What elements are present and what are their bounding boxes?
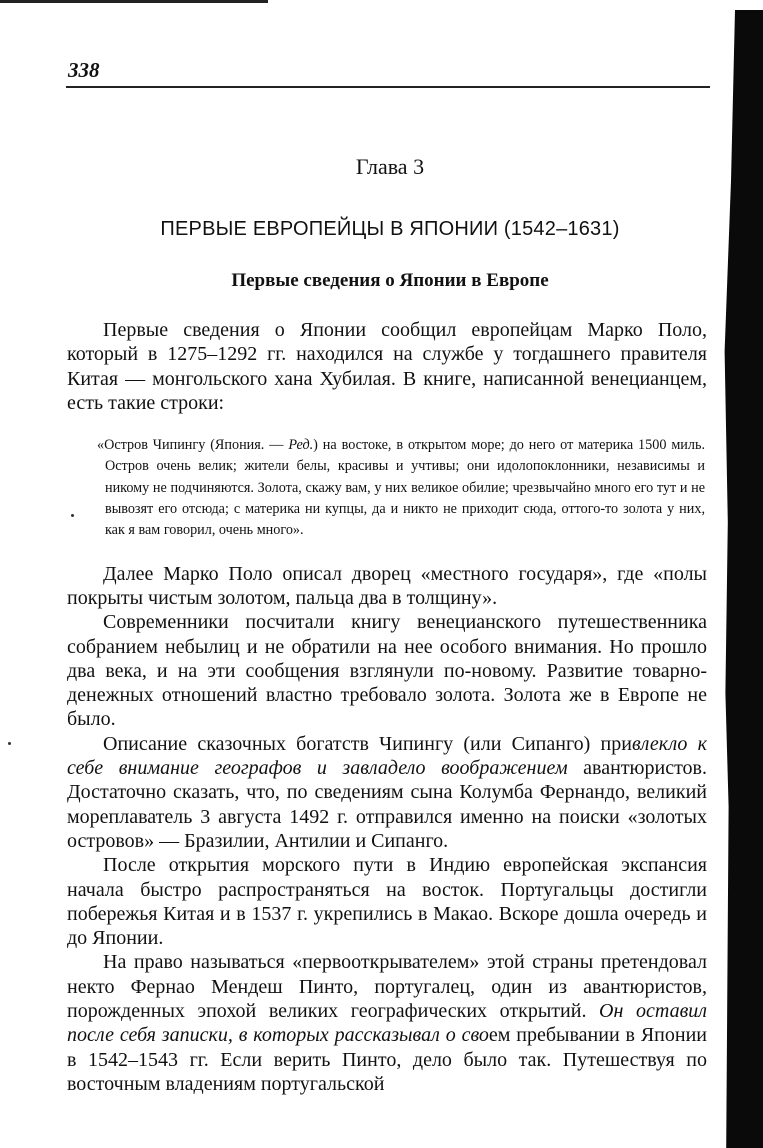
paragraph-1: Первые сведения о Японии сообщил европейцам Марко Поло, который в 1275–1292 гг. находился на службе у тогдашнего правителя Китая — монгольского хана Хубилая. В книге, написанной венецианцем, есть такие строки:	[67, 319, 707, 414]
paragraph-4-start: Описание сказочных богатств Чипингу (или Сипанго) при	[103, 732, 632, 755]
quote-editor-note: Ред.	[288, 437, 314, 454]
paragraph-4	[67, 732, 707, 853]
paragraph-6-end: ем пребывании в Японии в 1542–1543 гг. Если верить Пинто, дело было так. Путешествуя по восточным владениям португальской	[67, 1024, 707, 1095]
scan-speck	[8, 742, 11, 745]
quote-text-start: «Остров Чипингу (Япония. —	[97, 437, 289, 454]
top-edge-rule	[0, 0, 268, 3]
section-title: Первые сведения о Японии в Европе	[231, 270, 549, 291]
body-text	[67, 318, 707, 1096]
paragraph-6-start: На право называться «первооткрывателем» этой страны претендовал некто Фернао Мендеш Пинто, португалец, один из авантюристов, порожденных эпохой великих географических открытий.	[67, 951, 707, 1023]
paragraph-6-italic: Он оставил после себя записки, в которых рассказывал о сво	[67, 1000, 707, 1047]
scan-shadow-edge	[723, 10, 763, 1148]
paragraph-4-end: авантюристов. Достаточно сказать, что, по сведениям сына Колумба Фернандо, великий мореплаватель 3 августа 1492 г. отправился именно на поиски «золотых островов» — Бразилии, Антилии и Сипанго.	[67, 757, 708, 852]
paragraph-2: Далее Марко Поло описал дворец «местного государя», где «полы покрыты чистым золотом, пальца два в толщину».	[67, 562, 707, 609]
paragraph-3: Современники посчитали книгу венецианского путешественника собранием небылиц и не обратили на нее особого внимания. Но прошло два века, и на эти сообщения взглянули по-новому. Развитие товарно-денежных отношений властно требовало золота. Золота же в Европе не было.	[67, 611, 707, 731]
quote-block	[97, 435, 705, 541]
chapter-subtitle: ПЕРВЫЕ ЕВРОПЕЙЦЫ В ЯПОНИИ (1542–1631)	[160, 218, 620, 240]
paragraph-4-italic: влекло к себе внимание географов и завладело воображением	[67, 732, 707, 780]
paragraph-6	[67, 950, 707, 1096]
scan-speck	[71, 514, 74, 517]
paragraph-5: После открытия морского пути в Индию европейская экспансия начала быстро распространяться на восток. Португальцы достигли побережья Китая и в 1537 г. укрепились в Макао. Вскоре дошла очередь и до Японии.	[67, 854, 707, 950]
header-rule	[66, 86, 710, 88]
chapter-title: Глава 3	[355, 154, 425, 179]
page-number: 338	[68, 58, 100, 82]
quote-text-end: ) на востоке, в открытом море; до него от материка 1500 миль. Остров очень велик; жители белы, красивы и учтивы; они идолопоклонники, независимы и никому не подчиняются. Золота, скажу вам, у них великое обилие; чрезвычайно много его тут и не вывозят его отсюда; с материка ни купцы, да и никто не приходит сюда, оттого-то золота у них, как я вам говорил, очень много».	[105, 437, 705, 539]
